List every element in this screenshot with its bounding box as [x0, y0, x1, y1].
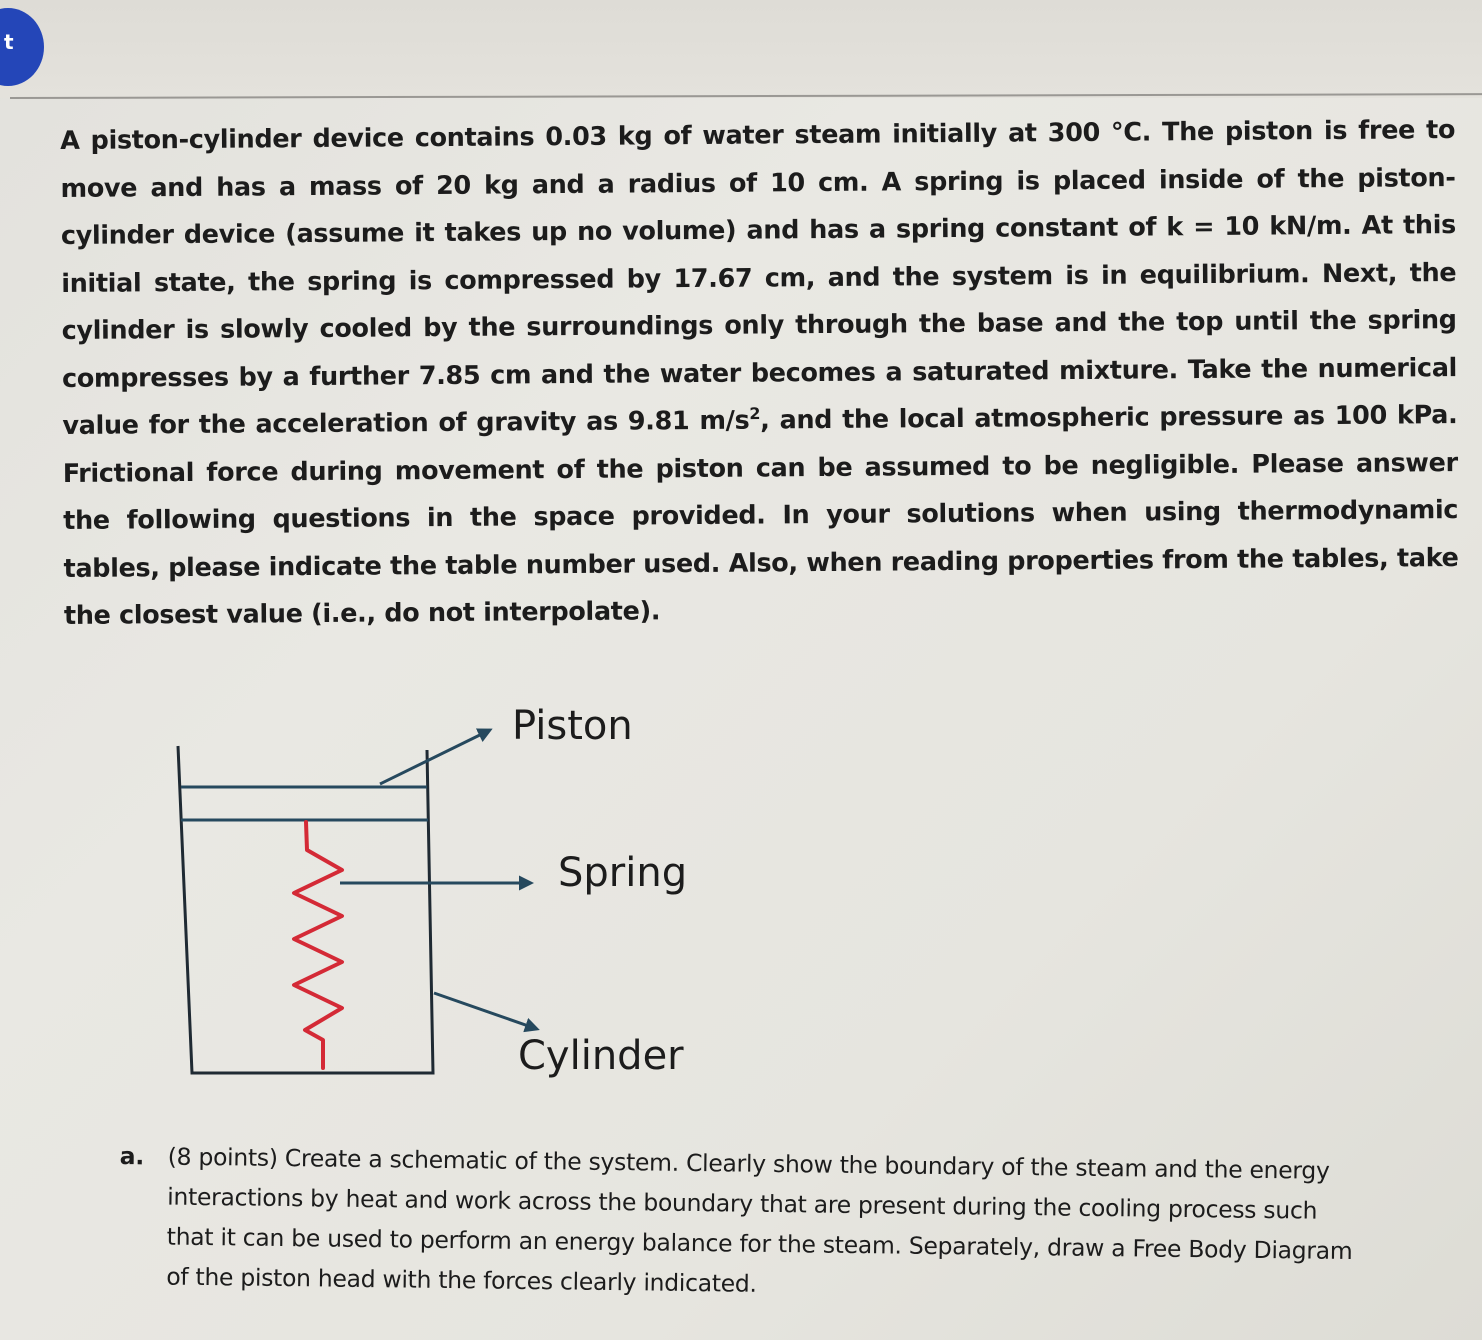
cylinder-arrow — [434, 993, 537, 1029]
spring-coil — [294, 822, 342, 1068]
gravity-exponent: 2 — [749, 404, 761, 424]
problem-text-part2: , and the local atmospheric pressure as 100 kPa. Frictional force during movement of the piston can be assumed to be negligible. Please answer the following questions in the space provided. In your solutions when using thermodynamic tables, please indicate the table number used. Also, when reading properties from the tables, take the closest value (i.e., do not interpolate). — [62, 400, 1459, 631]
piston-arrow — [380, 730, 490, 784]
cylinder-outline — [178, 746, 433, 1073]
corner-badge-glyph: t — [4, 30, 14, 54]
spring-label: Spring — [558, 850, 688, 896]
question-a — [118, 1136, 1370, 1311]
piston-label: Piston — [512, 703, 633, 749]
cylinder-label: Cylinder — [518, 1033, 684, 1079]
question-a-text: (8 points) Create a schematic of the system. Clearly show the boundary of the steam and the energy interactions by heat and work across the boundary that are present during the cooling process such that it can be used to perform an energy balance for the steam. Separately, draw a Free Body Diagram of the piston head with the forces clearly indicated. — [166, 1142, 1353, 1298]
problem-text-part1: A piston-cylinder device contains 0.03 kg of water steam initially at 300 °C. The piston is free to move and has a mass of 20 kg and a radius of 10 cm. A spring is placed inside of the piston-cylinder device (assume it takes up no volume) and has a spring constant of k = 10 kN/m. At this initial state, the spring is compressed by 17.67 cm, and the system is in equilibrium. Next, the cylinder is slowly cooled by the surroundings only through the base and the top until the spring compresses by a further 7.85 cm and the water becomes a saturated mixture. Take the numerical value for the acceleration of gravity as 9.81 m/s — [60, 115, 1458, 441]
question-a-marker: a. — [119, 1141, 145, 1171]
